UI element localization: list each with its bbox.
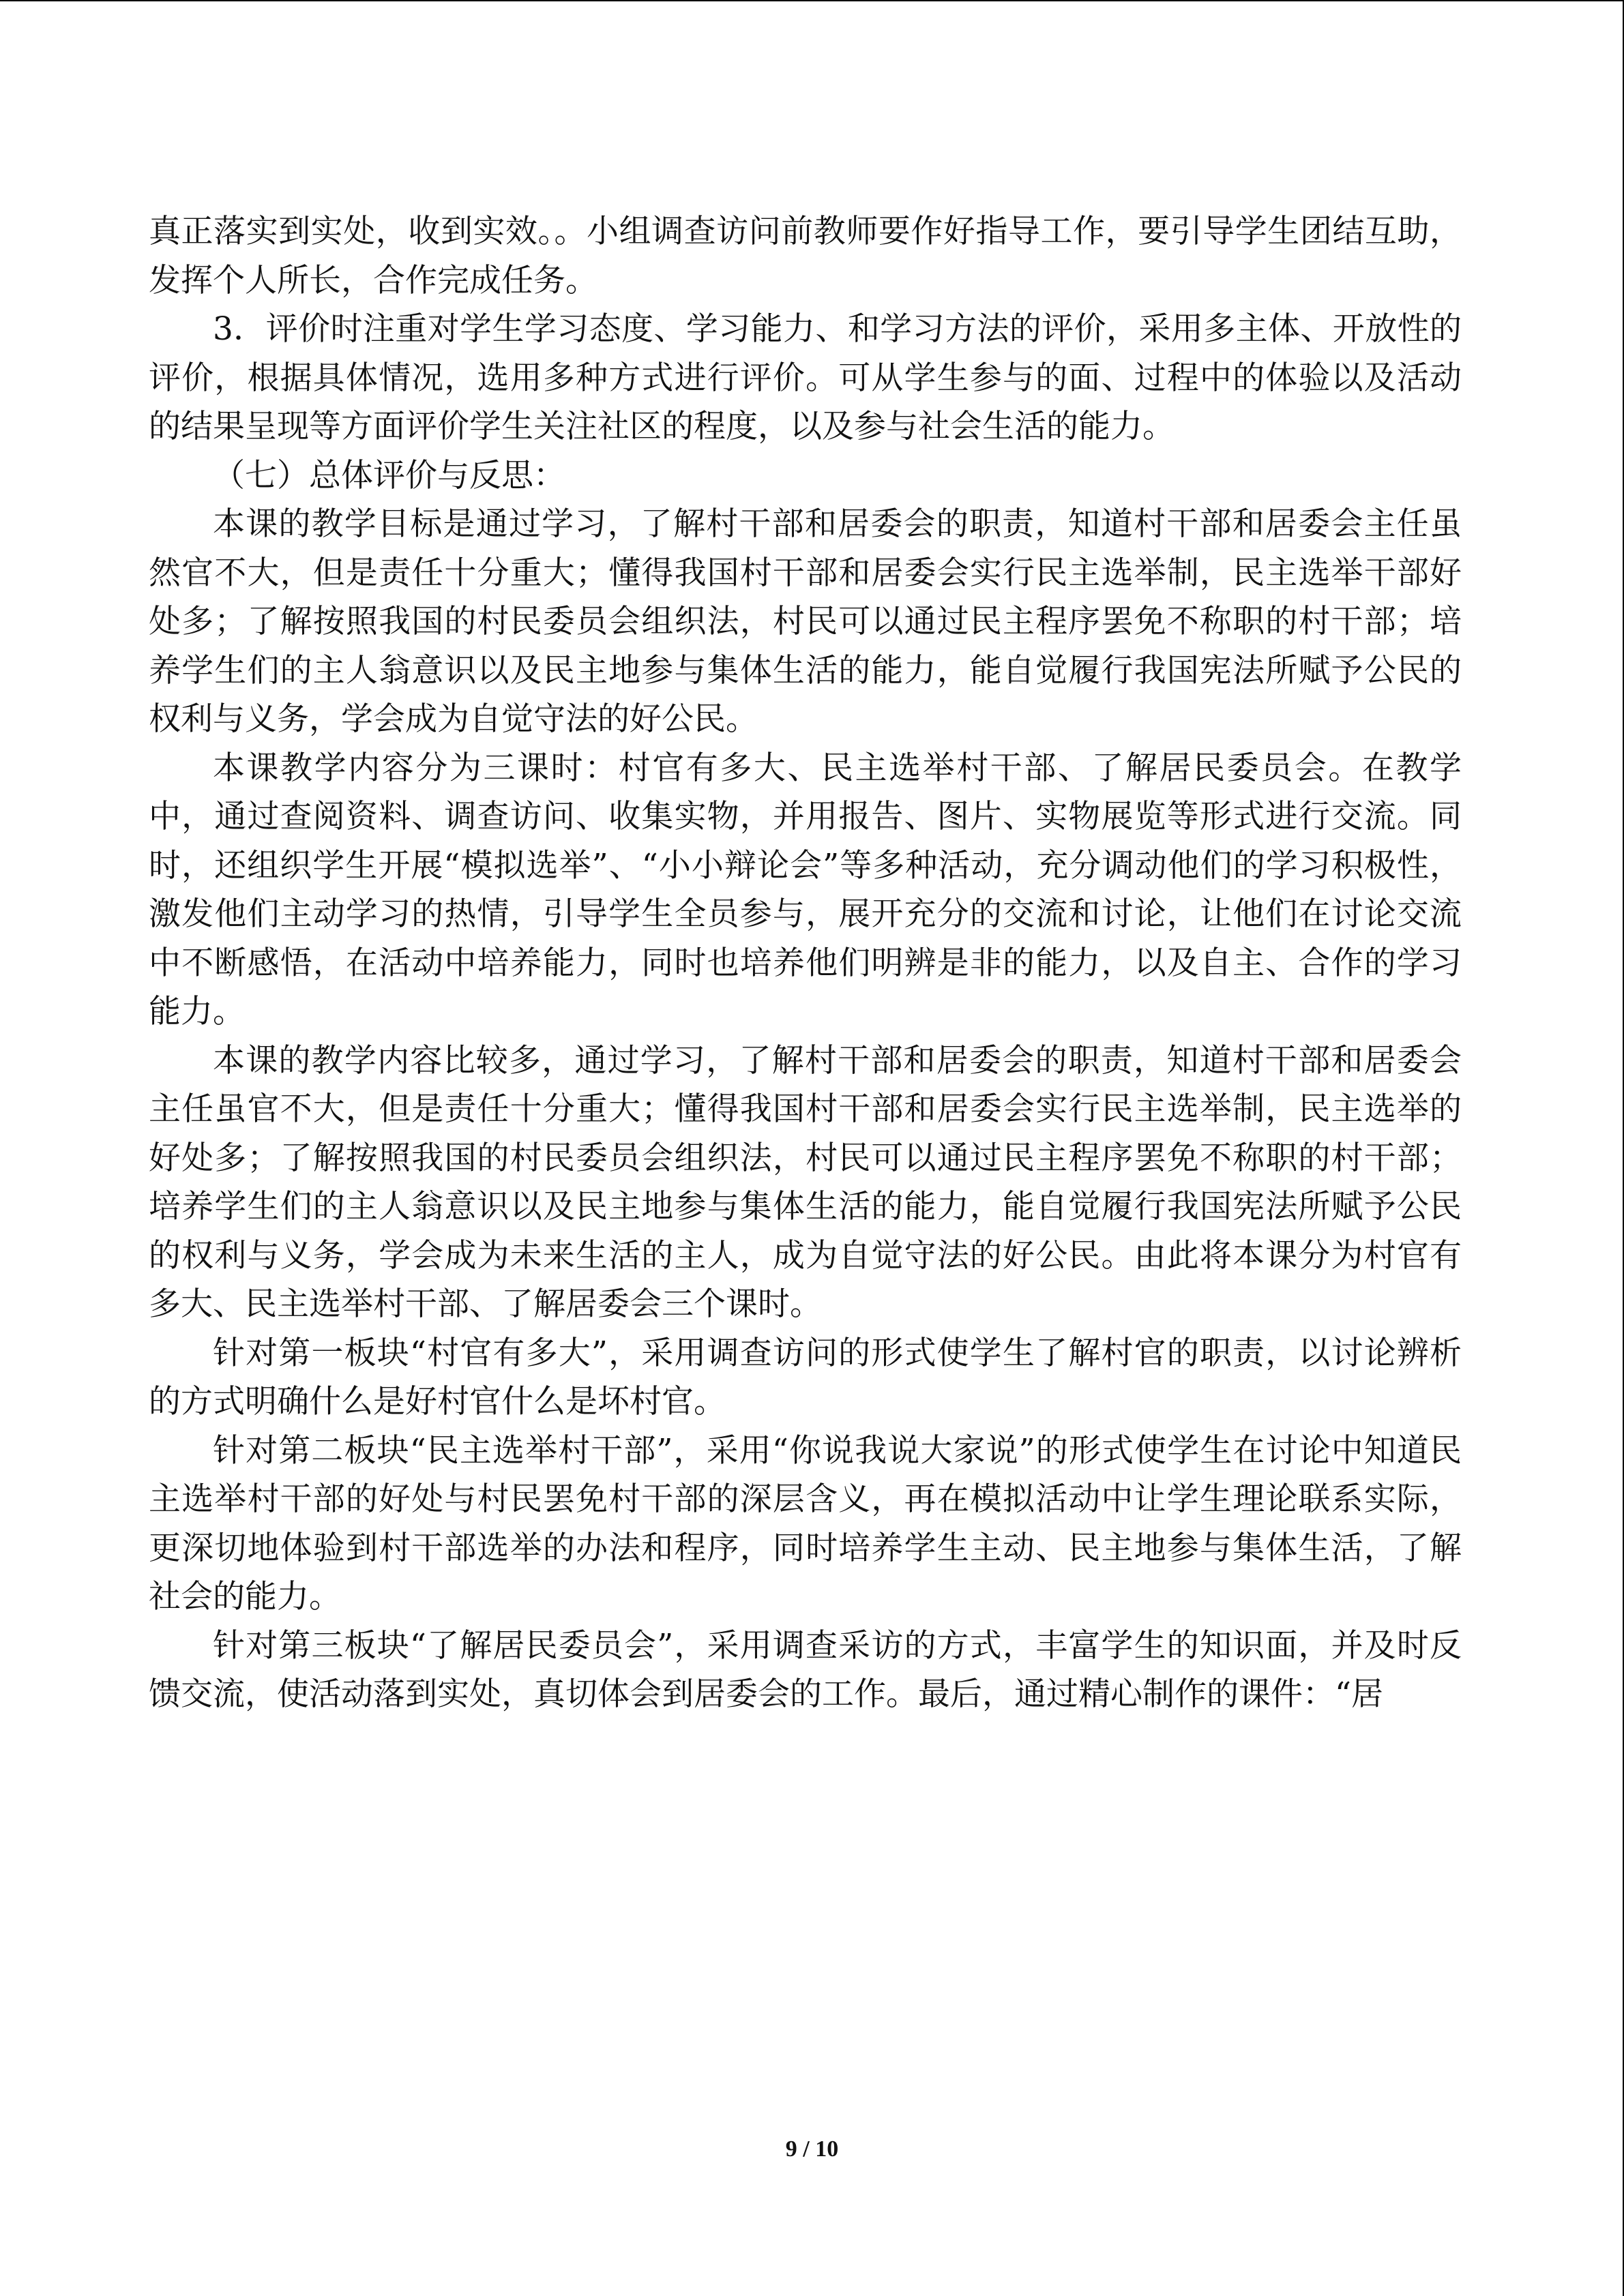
- paragraph-section-one: 针对第一板块“村官有多大”，采用调查访问的形式使学生了解村官的职责，以讨论辨析的方式明确什么是好村官什么是坏村官。: [149, 1334, 1462, 1420]
- paragraph-section-three: 针对第三板块“了解居民委员会”，采用调查采访的方式，丰富学生的知识面，并及时反馈交流，使活动落到实处，真切体会到居委会的工作。最后，通过精心制作的课件：“居: [149, 1626, 1462, 1713]
- document-body: [149, 207, 1462, 1719]
- paragraph-continuation: 真正落实到实处，收到实效。。小组调查访问前教师要作好指导工作，要引导学生团结互助，发挥个人所长，合作完成任务。: [149, 213, 1462, 299]
- paragraph-section-two: 针对第二板块“民主选举村干部”，采用“你说我说大家说”的形式使学生在讨论中知道民主选举村干部的好处与村民罢免村干部的深层含义，再在模拟活动中让学生理论联系实际，更深切地体验到村干部选举的办法和程序，同时培养学生主动、民主地参与集体生活，了解社会的能力。: [149, 1431, 1462, 1615]
- page-number: 9 / 10: [785, 2136, 839, 2162]
- paragraph-lesson-content: 本课的教学内容比较多，通过学习，了解村干部和居委会的职责，知道村干部和居委会主任虽官不大，但是责任十分重大；懂得我国村干部和居委会实行民主选举制，民主选举的好处多；了解按照我国的村民委员会组织法，村民可以通过民主程序罢免不称职的村干部；培养学生们的主人翁意识以及民主地参与集体生活的能力，能自觉履行我国宪法所赋予公民的权利与义务，学会成为未来生活的主人，成为自觉守法的好公民。由此将本课分为村官有多大、民主选举村干部、了解居委会三个课时。: [149, 1041, 1462, 1323]
- paragraph-evaluation-note: 3．评价时注重对学生学习态度、学习能力、和学习方法的评价，采用多主体、开放性的评价，根据具体情况，选用多种方式进行评价。可从学生参与的面、过程中的体验以及活动的结果呈现等方面评价学生关注社区的程度，以及参与社会生活的能力。: [149, 310, 1462, 445]
- section-heading-overall-evaluation: （七）总体评价与反思：: [213, 456, 565, 494]
- paragraph-teaching-content: 本课教学内容分为三课时：村官有多大、民主选举村干部、了解居民委员会。在教学中，通过查阅资料、调查访问、收集实物，并用报告、图片、实物展览等形式进行交流。同时，还组织学生开展“模拟选举”、“小小辩论会”等多种活动，充分调动他们的学习积极性，激发他们主动学习的热情，引导学生全员参与，展开充分的交流和讨论，让他们在讨论交流中不断感悟，在活动中培养能力，同时也培养他们明辨是非的能力，以及自主、合作的学习能力。: [149, 749, 1462, 1030]
- paragraph-teaching-goals: 本课的教学目标是通过学习，了解村干部和居委会的职责，知道村干部和居委会主任虽然官不大，但是责任十分重大；懂得我国村干部和居委会实行民主选举制，民主选举干部好处多；了解按照我国的村民委员会组织法，村民可以通过民主程序罢免不称职的村干部；培养学生们的主人翁意识以及民主地参与集体生活的能力，能自觉履行我国宪法所赋予公民的权利与义务，学会成为自觉守法的好公民。: [149, 505, 1462, 738]
